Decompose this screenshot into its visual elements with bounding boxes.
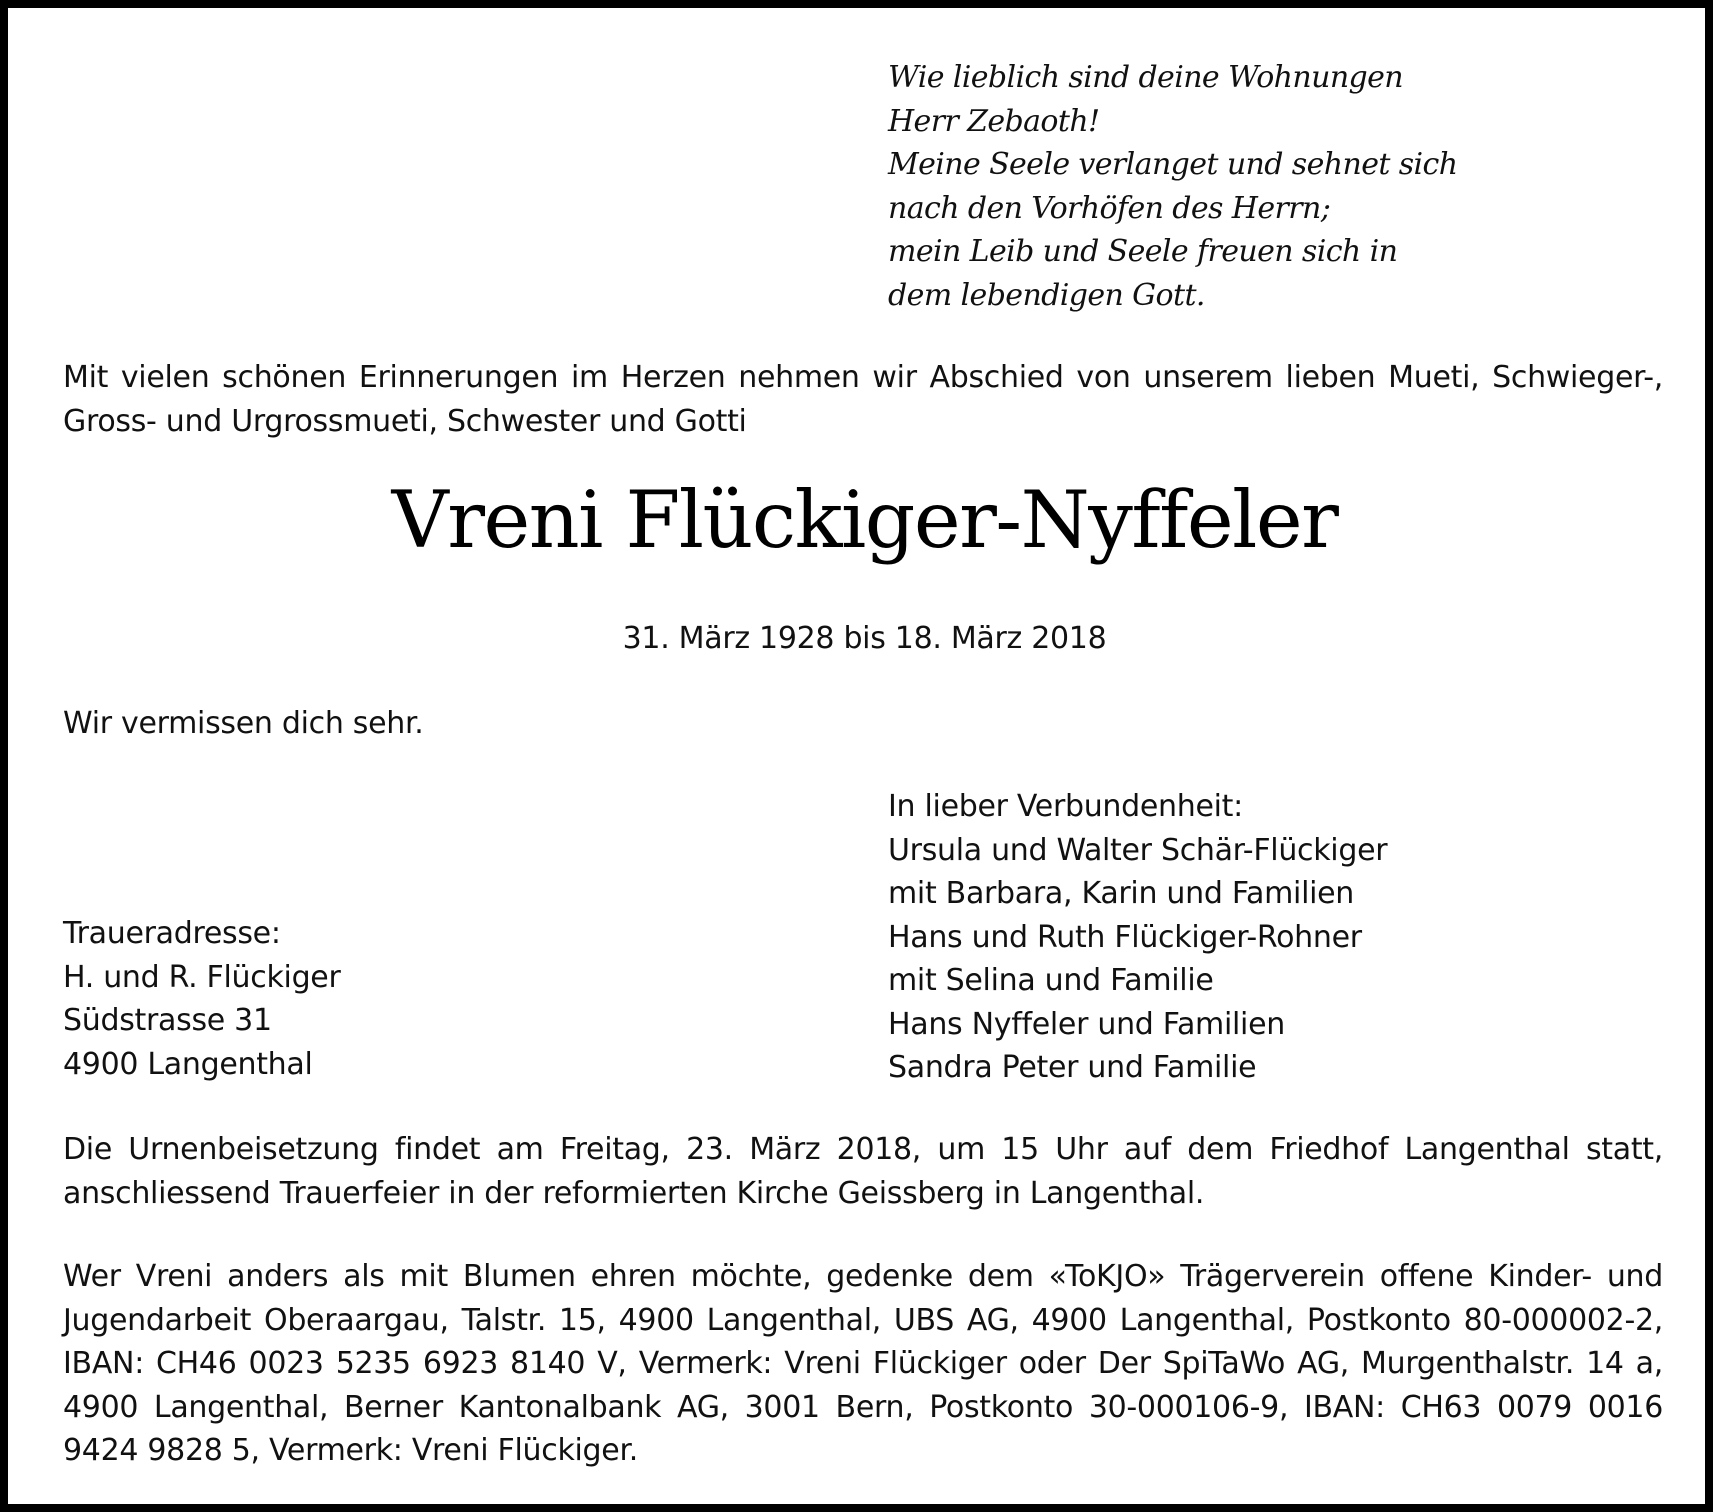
signatory-line: Hans Nyffeler und Familien: [888, 1006, 1285, 1042]
donation-paragraph: [63, 1255, 1663, 1473]
signatory-line: Hans und Ruth Flückiger-Rohner: [888, 919, 1362, 955]
verse-line: Herr Zebaoth!: [888, 103, 1100, 139]
verse-line: nach den Vorhöfen des Herrn;: [888, 190, 1331, 226]
verse-line: Meine Seele verlanget und sehnet sich: [888, 147, 1458, 182]
address-line: 4900 Langenthal: [63, 1046, 313, 1082]
burial-line: anschliessend Trauerfeier in der reformierten Kirche Geissberg in Langenthal.: [63, 1175, 1205, 1211]
verse-line: mein Leib und Seele freuen sich in: [888, 234, 1398, 269]
verse-line: Wie lieblich sind deine Wohnungen: [888, 60, 1404, 95]
signatory-line: Ursula und Walter Schär-Flückiger: [888, 832, 1388, 868]
signatories-block: [888, 785, 1387, 1090]
signatories-label: In lieber Verbundenheit:: [888, 789, 1243, 824]
donation-line: 9424 9828 5, Vermerk: Vreni Flückiger.: [63, 1433, 638, 1468]
bible-verse: [888, 56, 1457, 317]
address-line: H. und R. Flückiger: [63, 959, 341, 995]
signatory-line: mit Selina und Familie: [888, 963, 1214, 998]
donation-line: Jugendarbeit Oberaargau, Talstr. 15, 4900 Langenthal, UBS AG, 4900 Langenthal, Postkonto 80-000002-2,: [63, 1302, 1663, 1338]
intro-paragraph: [63, 356, 1663, 443]
address-line: Südstrasse 31: [63, 1003, 272, 1038]
life-dates: 31. März 1928 bis 18. März 2018: [622, 621, 1107, 656]
intro-line: Mit vielen schönen Erinnerungen im Herzen nehmen wir Abschied von unserem lieben Mueti, Schwieger-,: [63, 360, 1663, 395]
donation-line: IBAN: CH46 0023 5235 6923 8140 V, Vermerk: Vreni Flückiger oder Der SpiTaWo AG, Murgenthalstr. 14 a,: [63, 1346, 1663, 1381]
mourning-address: [63, 912, 341, 1086]
address-label: Traueradresse:: [63, 916, 281, 951]
farewell-line: Wir vermissen dich sehr.: [63, 706, 424, 741]
donation-line: 4900 Langenthal, Berner Kantonalbank AG, 3001 Bern, Postkonto 30-000106-9, IBAN: CH63 0079 0016: [63, 1389, 1663, 1425]
signatory-line: mit Barbara, Karin und Familien: [888, 876, 1355, 911]
verse-line: dem lebendigen Gott.: [888, 277, 1205, 313]
intro-line: Gross- und Urgrossmueti, Schwester und Gotti: [63, 403, 747, 439]
burial-line: Die Urnenbeisetzung findet am Freitag, 23. März 2018, um 15 Uhr auf dem Friedhof Langenthal statt,: [63, 1132, 1663, 1167]
donation-line: Wer Vreni anders als mit Blumen ehren möchte, gedenke dem «ToKJO» Trägerverein offene Kinder- und: [63, 1259, 1663, 1294]
deceased-name: Vreni Flückiger-Nyffeler: [391, 474, 1338, 566]
signatory-line: Sandra Peter und Familie: [888, 1050, 1257, 1085]
burial-paragraph: [63, 1128, 1663, 1215]
